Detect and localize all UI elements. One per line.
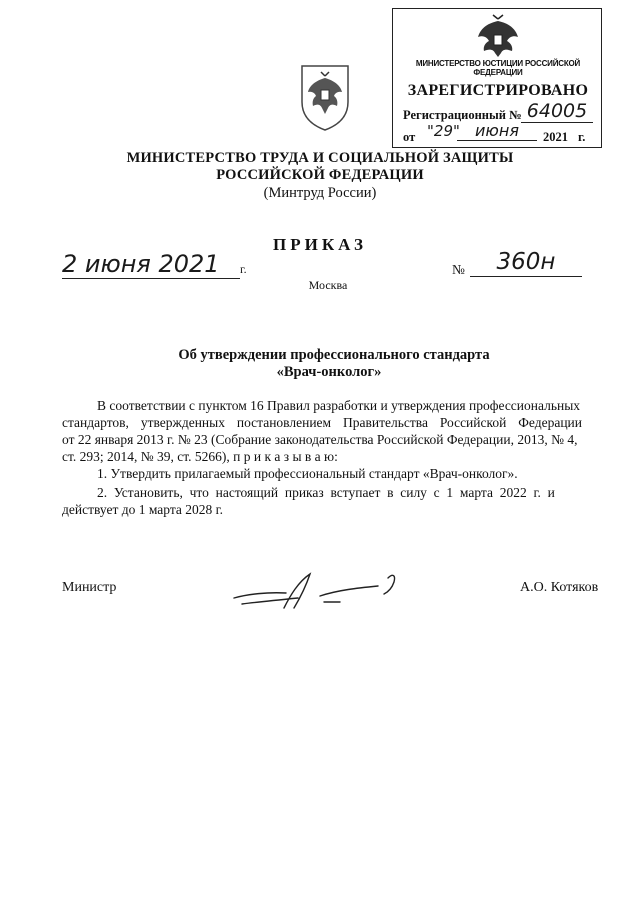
body-item-2-line-2: действует до 1 марта 2028 г. [62,502,224,517]
order-number-label: № [452,262,465,277]
stamp-date-month: июня [457,121,537,141]
body-paragraph-1-line-4: ст. 293; 2014, № 39, ст. 5266), п р и к а з ы в а ю: [62,449,338,464]
subject-line2: «Врач-онколог» [276,364,382,380]
body-item-2-line-1: 2. Установить, что настоящий приказ вступает в силу с 1 марта 2022 г. и [97,485,555,500]
stamp-date-suffix: г. [578,130,586,144]
stamp-date-year: 2021 [543,130,568,144]
signer-name: А.О. Котяков [520,580,599,595]
stamp-date-day: "29" [427,122,460,140]
order-city: Москва [308,278,348,292]
ministry-name-line2: РОССИЙСКОЙ ФЕДЕРАЦИИ [216,167,424,183]
order-title: ПРИКАЗ [273,235,367,254]
body-item-1: 1. Утвердить прилагаемый профессиональный стандарт «Врач-онколог». [97,466,518,481]
body-paragraph-1-line-1: В соответствии с пунктом 16 Правил разработки и утверждения профессиональных [97,398,581,413]
ministry-name-line1: МИНИСТЕРСТВО ТРУДА И СОЦИАЛЬНОЙ ЗАЩИТЫ [126,150,514,166]
stamp-ministry-name: МИНИСТЕРСТВО ЮСТИЦИИ РОССИЙСКОЙ ФЕДЕРАЦИИ [415,59,581,77]
stamp-date-prefix: от [403,130,416,144]
signer-position: Министр [62,580,117,595]
subject-line1: Об утверждении профессионального стандарта [178,347,490,363]
stamp-registered-title: ЗАРЕГИСТРИРОВАНО [407,82,589,99]
order-date-handwritten: 2 июня 2021 [62,250,240,279]
handwritten-signature [228,568,408,614]
order-number-handwritten: 360н [470,248,582,277]
registration-stamp [392,8,602,148]
order-date-suffix: г. [240,262,247,276]
coat-of-arms-icon [298,62,352,132]
ministry-short-name: (Минтруд России) [263,185,377,201]
body-paragraph-1-line-2: стандартов, утвержденных постановлением Правительства Российской Федерации [62,415,582,430]
stamp-eagle-emblem-icon [475,13,521,59]
stamp-reg-number: 64005 [521,100,593,123]
body-paragraph-1-line-3: от 22 января 2013 г. № 23 (Собрание законодательства Российской Федерации, 2013, № 4, [62,432,578,447]
stamp-reg-label: Регистрационный № [403,108,522,122]
